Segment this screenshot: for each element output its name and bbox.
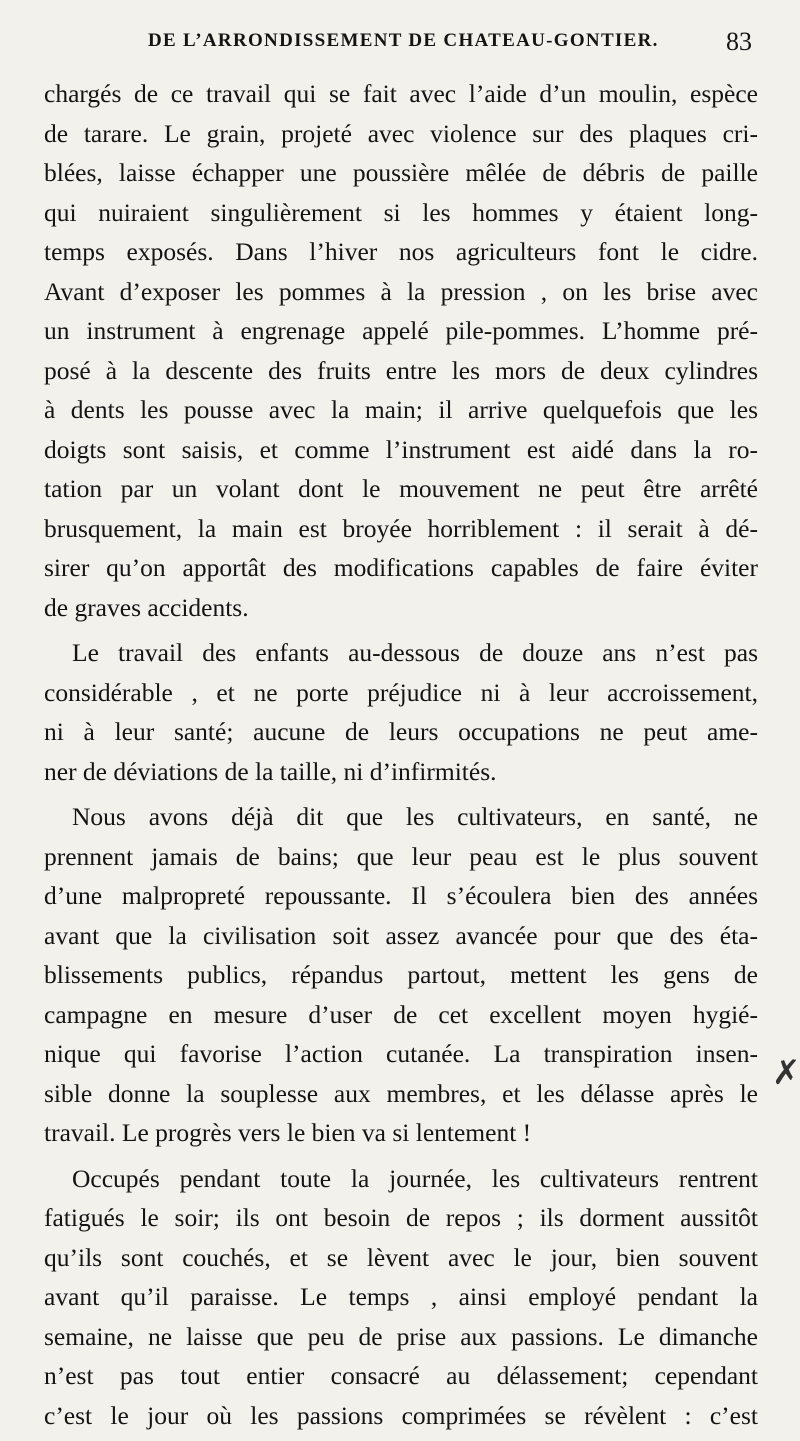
text-line: travail. Le progrès vers le bien va si lentement ! [44,1118,532,1147]
text-line: ner de déviations de la taille, ni d’infirmités. [44,756,497,786]
text-line: posé à la descente des fruits entre les mors de deux cylindres [44,355,758,385]
text-line: ni à leur santé; aucune de leurs occupations ne peut ame- [44,717,758,746]
page-number: 83 [726,27,752,56]
text-line: temps exposés. Dans l’hiver nos agriculteurs font le cidre. [44,237,758,266]
text-line: considérable , et ne porte préjudice ni à leur accroissement, [44,677,758,707]
text-line: qu’ils sont couchés, et se lèvent avec le jour, bien souvent [44,1242,758,1272]
text-line: tation par un volant dont le mouvement ne peut être arrêté [44,474,758,503]
running-head [40,27,760,60]
text-line: semaine, ne laisse que peu de prise aux passions. Le dimanche [44,1321,758,1351]
text-line: avant que la civilisation soit assez avancée pour que des éta- [44,920,758,950]
text-line: chargés de ce travail qui se fait avec l’aide d’un moulin, espèce [44,79,758,108]
text-line: blissements publics, répandus partout, mettent les gens de [44,960,758,989]
body-text [44,74,758,1441]
text-line: Occupés pendant toute la journée, les cultivateurs rentrent [72,1163,758,1193]
text-line: campagne en mesure d’user de cet excellent moyen hygié- [44,999,758,1029]
text-line: Avant d’exposer les pommes à la pression , on les brise avec [44,276,758,306]
text-line: Le travail des enfants au-dessous de douze ans n’est pas [72,638,758,667]
text-line: sible donne la souplesse aux membres, et les délasse après le [44,1078,758,1108]
text-line: un instrument à engrenage appelé pile-pommes. L’homme pré- [44,316,758,345]
running-title: DE L’ARRONDISSEMENT DE CHATEAU-GONTIER. [148,30,659,51]
paragraph [44,74,758,627]
text-line: qui nuiraient singulièrement si les hommes y étaient long- [44,197,758,227]
paragraph [44,633,758,791]
paragraph [44,1159,758,1436]
text-line: avant qu’il paraisse. Le temps , ainsi employé pendant la [44,1282,758,1311]
text-line: brusquement, la main est broyée horriblement : il serait à dé- [44,513,758,543]
text-line: de graves accidents. [44,592,249,622]
paragraph [44,797,758,1153]
text-line: n’est pas tout entier consacré au délassement; cependant [44,1361,758,1390]
text-line: nique qui favorise l’action cutanée. La transpiration insen- [44,1039,758,1068]
text-line: blées, laisse échapper une poussière mêlée de débris de paille [44,158,758,187]
text-line: à dents les pousse avec la main; il arrive quelquefois que les [44,395,758,424]
text-line: doigts sont saisis, et comme l’instrument est aidé dans la ro- [44,434,758,464]
text-line: c’est le jour où les passions comprimées se révèlent : c’est [44,1400,758,1430]
text-line: Nous avons déjà dit que les cultivateurs, en santé, ne [72,802,758,831]
text-line: sirer qu’on apportât des modifications capables de faire éviter [44,553,758,582]
text-line: fatigués le soir; ils ont besoin de repos ; ils dorment aussitôt [44,1203,758,1232]
text-line: de tarare. Le grain, projeté avec violence sur des plaques cri- [44,118,758,148]
text-line: d’une malpropreté repoussante. Il s’écoulera bien des années [44,881,758,910]
margin-annotation-mark: ✗ [772,1053,800,1093]
text-line: prennent jamais de bains; que leur peau est le plus souvent [44,841,758,871]
